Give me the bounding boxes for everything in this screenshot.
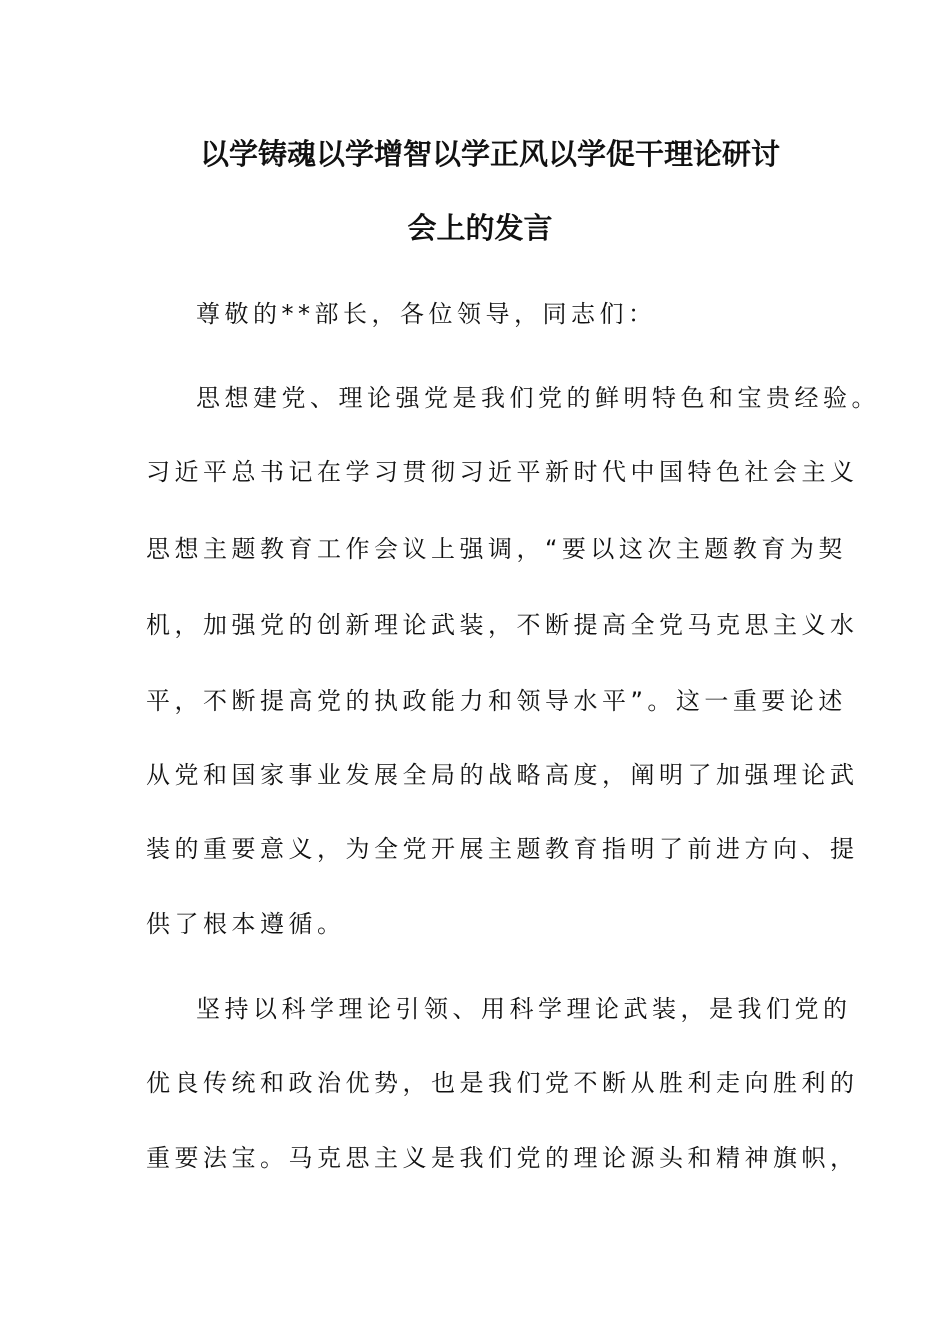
paragraph-1-line-1: 思想建党、理论强党是我们党的鲜明特色和宝贵经验。: [196, 384, 880, 412]
paragraph-1-line-4: 机，加强党的创新理论武装，不断提高全党马克思主义水: [146, 611, 859, 639]
paragraph-1-line-2: 习近平总书记在学习贯彻习近平新时代中国特色社会主义: [146, 458, 859, 486]
paragraph-1-line-5: 平，不断提高党的执政能力和领导水平”。这一重要论述: [146, 687, 847, 715]
document-title-line-1: 以学铸魂以学增智以学正风以学促干理论研讨: [199, 137, 780, 171]
paragraph-2-line-2: 优良传统和政治优势，也是我们党不断从胜利走向胜利的: [146, 1069, 859, 1097]
paragraph-2-line-1: 坚持以科学理论引领、用科学理论武装，是我们党的: [196, 995, 852, 1023]
document-title-line-2: 会上的发言: [407, 211, 553, 245]
paragraph-1-line-8: 供了根本遵循。: [146, 910, 346, 938]
paragraph-2-line-3: 重要法宝。马克思主义是我们党的理论源头和精神旗帜，: [146, 1144, 859, 1172]
paragraph-1-line-3: 思想主题教育工作会议上强调，“要以这次主题教育为契: [146, 535, 847, 563]
paragraph-1-line-6: 从党和国家事业发展全局的战略高度，阐明了加强理论武: [146, 761, 859, 789]
paragraph-1-line-7: 装的重要意义，为全党开展主题教育指明了前进方向、提: [146, 835, 859, 863]
greeting-line: 尊敬的**部长，各位领导，同志们：: [196, 300, 657, 328]
